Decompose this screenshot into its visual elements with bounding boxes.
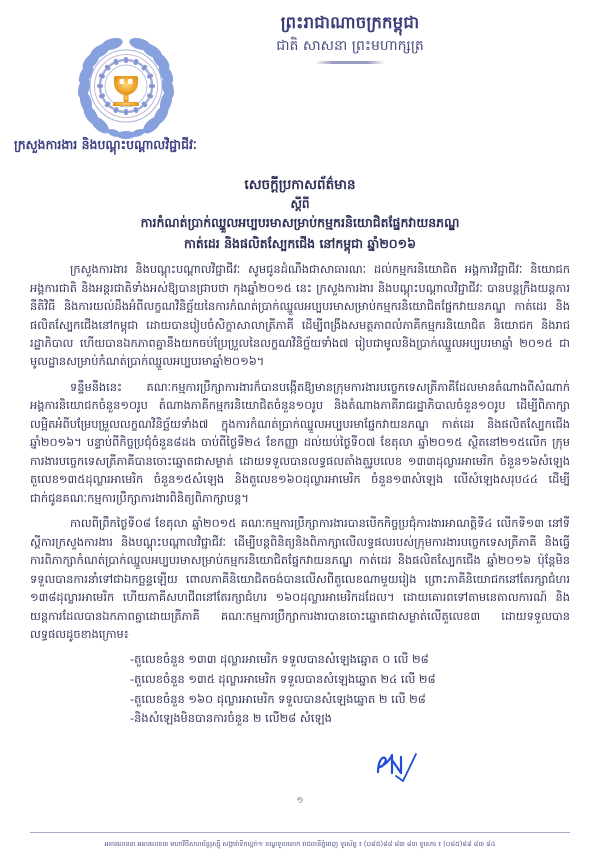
page-title: សេចក្ដីប្រកាសព័ត៌មាន [244,177,356,193]
document-header [0,0,600,168]
signature-icon [372,750,438,784]
page-number: ១ [296,796,304,806]
kingdom-title: ព្រះរាជាណាចក្រកម្ពុជា [280,13,420,32]
ministry-name: ក្រសួងការងារ និងបណ្ដុះបណ្ដាលវិជ្ជាជីវៈ [14,137,197,152]
national-heading [200,12,500,64]
title-block [30,176,570,253]
body-paragraph: ក្រសួងការងារ និងបណ្ដុះបណ្ដាលវិជ្ជាជីវៈ សូមជូនដំណឹងជាសាធារណៈ ដល់កម្មករនិយោជិត អង្គការវិជ្ជាជីវៈ និយោជក អង្គការជាតិ និងអន្តរជាតិទាំងអស់ឱ្យបានជ្រាបថា កុងឆ្នាំ២០១៥ នេះ ក្រសួងការងារ និងបណ្ដុះបណ្ដាលវិជ្ជាជីវៈ បានបន្តក្រឹងយន្តការ នីតិវិធី និងការយល់ដឹងអំពីលក្ខណវិនិច្ឆ័យនៃការកំណត់ប្រាក់ឈ្នួលអប្បបរមាសម្រាប់កម្មករនិយោជិតផ្នែកវាយនភណ្ឌ កាត់ដេរ និងផលិតស្បែកជើងនៅកម្ពុជា ដោយបានរៀបចំសិក្ខាសាលាត្រីភាគី ដើម្បីពង្រឹងសមត្ថភាពលំភាគីកម្មករនិយោជិត និយោជក និងរាជរដ្ឋាភិបាល ហើយបានឯកភាពគ្នានឹងយកចប់ប្រែប្រួលនៃលក្ខណវិនិច្ឆ័យទាំង៧ រៀបជាមូលនិងប្រាក់ឈ្នួលអប្បបរមាឆ្នាំ ២០១៥ ជាមូលដ្ឋានសម្រាប់កំណត់ប្រាក់ឈ្នួលអប្បបរមាឆ្នាំ២០១៦។ [30,262,570,369]
title-topic-line-2: កាត់ដេរ និងផលិតស្បែកជើង នៅកម្ពុជា ឆ្នាំ២០១៦ [184,235,416,251]
national-motto: ជាតិ សាសនា ព្រះមហាក្សត្រ [276,38,424,55]
list-item: -និងសំឡេងមិនបានការចំនួន ២ លើ២៨ សំឡេង [130,711,332,726]
title-subheading: ស្ដីពី [290,196,310,211]
vote-results-list [30,650,570,728]
list-item: -តួលេខចំនួន ១៦០ ដុល្លារអាមេរិក ទទួលបានសំឡេងឆ្នោត ២ លើ ២៨ [130,691,426,706]
list-item: -តួលេខចំនួន ១៣៣ ដុល្លារអាមេរិក ទទួលបានសំឡេងឆ្នោត ០ លើ ២៨ [130,652,429,667]
motto-divider [315,61,385,64]
footer-contact-text: អគារលេខ៣ អគារលេខ៣ មហាវិថីសហព័ន្ធរុស្ស៊ី សង្កាត់ទឹកល្អក់១ ខណ្ឌទួលគោក រាជធានីភ្នំពេញ ទូរស័ព្ទ ៖ (០៨៥)៨៨ ៨៣ ៨៣ ទូរសារ ៖ (០៨៥)៨៨ ៨៣ ៨៤ [104,840,496,849]
document-body [30,260,570,729]
document-footer [30,832,570,850]
footer-divider [30,832,570,834]
list-item: -តួលេខចំនួន ១៣៥ ដុល្លារអាមេរិក ទទួលបានសំឡេងឆ្នោត ២៤ លើ ២៨ [130,672,436,687]
title-topic-line-1: ការកំណត់ប្រាក់ឈ្នួលអប្បបរមាសម្រាប់កម្មករនិយោជិតផ្នែកវាយនភណ្ឌ [140,215,460,231]
body-paragraph: ទន្ទឹមនឹងនេះ គណៈកម្មការប្រឹក្សាការងារក៏បានបង្កើតឱ្យមានក្រុមការងារបច្ចេកទេសត្រីភាគីដែលមានតំណាងពីសំណាក់អង្គការនិយោជកចំនួន១០រូប តំណាងភាគីកម្មករនិយោជិតចំនួន១០រូប និងតំណាងភាគីរាជរដ្ឋាភិបាលចំនួន១០រូប ដើម្បីពិភាក្សាលម្អិតអំពីបម្រែបម្រួលលក្ខណវិនិច្ឆ័យទាំង៧ ក្នុងការកំណត់ប្រាក់ឈ្នួលអប្បបរមាផ្នែកវាយនភណ្ឌ កាត់ដេរ និងផលិតស្បែកជើងឆ្នាំ២០១៦។ បន្ទាប់ពីកិច្ចប្រជុំចំនួន៨ដង ចាប់ពីថ្ងៃទី២៤ ខែកញ្ញា ដល់យប់ថ្ងៃទី០៧ ខែតុលា ឆ្នាំ២០១៥ ស្ថិតនៅ២១៥លើក ក្រុមការងារបច្ចេកទេសត្រីភាគីបានចោះឆ្នោតជាសម្ងាត់ ដោយទទួលបានលទ្ធផលតាំងតួរូបលេខ ១៣៣ដុល្លារអាមេរិក ចំនួន១៦សំឡេង តួលេខ១៣៥ដុល្លារអាមេរិក ចំនួន១៥សំឡេង និងតួលេខ១៦០ដុល្លារអាមេរិក ចំនួន១៣សំឡេង លើសំឡេងសរុប៤៤ ដើម្បីជាក់ជូនគណៈកម្មការប្រឹក្សាការងារពិនិត្យពិភាក្សាបន្ដ។ [30,379,570,505]
body-paragraph: កាលពីព្រឹកថ្ងៃទី០៨ ខែតុលា ឆ្នាំ២០១៥ គណៈកម្មការប្រឹក្សាការងារបានបើកកិច្ចប្រជុំការងារអាណត្តិទី៤ លើកទី១៣ នៅទីស្ដីការក្រសួងការងារ និងបណ្ដុះបណ្ដាលវិជ្ជាជីវៈ ដើម្បីបន្តពិនិត្យនិងពិភាក្សាលើលទ្ធផលរបស់ក្រុមការងារបច្ចេកទេសត្រីភាគី និងធ្វើការពិភាក្សាកំណត់ប្រាក់ឈ្នួលអប្បបរមាសម្រាប់កម្មករនិយោជិតផ្នែកវាយនភណ្ឌ កាត់ដេរ និងផលិតស្បែកជើង ឆ្នាំ២០១៦ ប៉ុន្តែមិនទទួលបានការនាំទៅជាឯកច្ឆន្ទឡើយ ពោលភាគីនិយោជិតចង់បានលើសពីតួលេខណាមួយរៀង ព្រោះភាគីនិយោជកនៅតែរក្សាជំហរ ១៣៨ដុល្លារអាមេរិក ហើយភាគីសហជីពនៅតែរក្សាជំហរ ១៦០ដុល្លារអាមេរិកដដែល។ ដោយគោរពទៅតាមនេតាលការណ៍ និងយន្តការដែលបានឯកភាពគ្នាដោយត្រីភាគី គណៈកម្មការប្រឹក្សាការងារបានចោះឆ្នោតជាសម្ងាត់លើតួលេខ៣ ដោយទទួលបានលទ្ធផលដូចខាងក្រោម៖ [30,516,570,642]
ministry-emblem-icon [62,26,190,146]
